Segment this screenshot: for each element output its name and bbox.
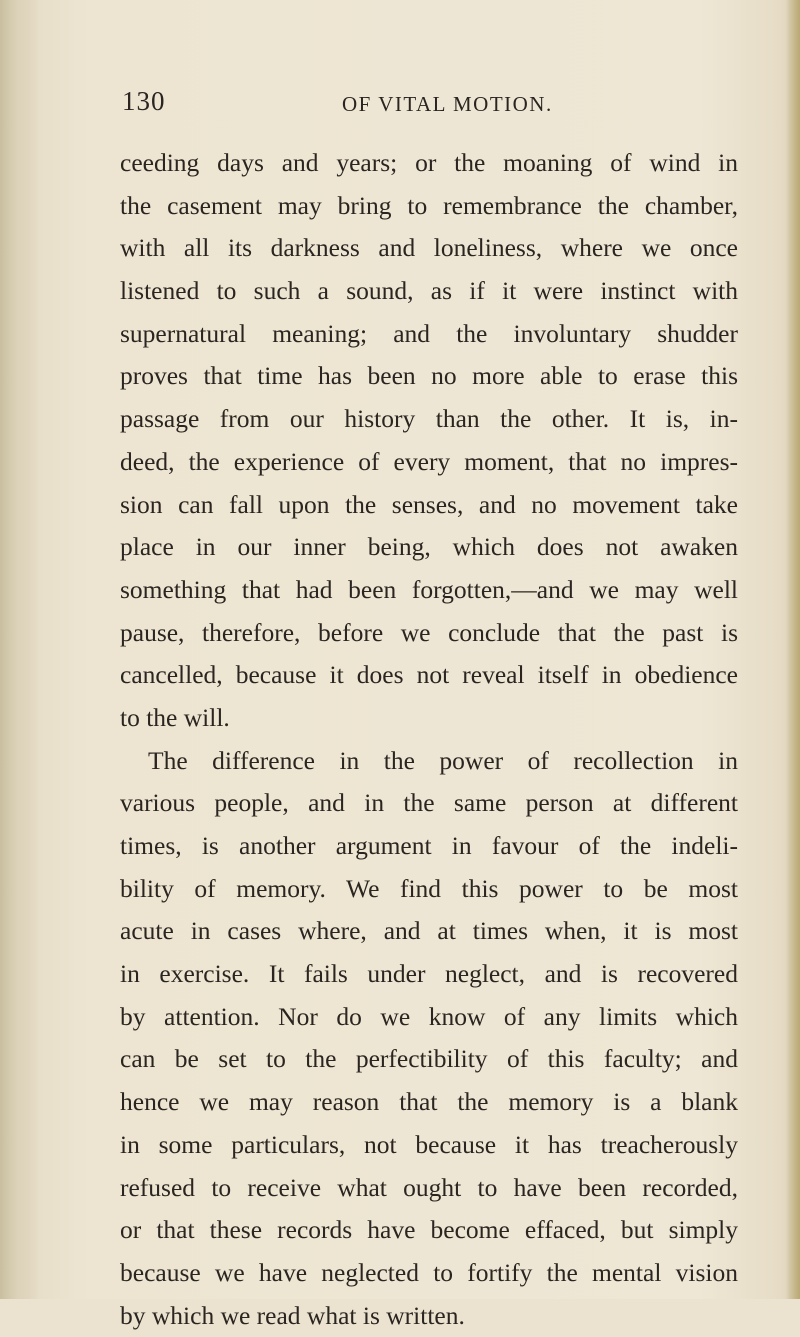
text-line: with all its darkness and loneliness, where we once xyxy=(120,233,738,263)
page-gutter-shadow xyxy=(0,0,40,1299)
text-line: acute in cases where, and at times when, it is most xyxy=(120,916,738,946)
page-number: 130 xyxy=(122,86,166,116)
text-line: in exercise. It fails under neglect, and is recovered xyxy=(120,959,738,989)
text-line: the casement may bring to remembrance the chamber, xyxy=(120,190,738,220)
text-line: times, is another argument in favour of the indeli- xyxy=(120,831,738,860)
paragraph-end-line: to the will. xyxy=(120,702,230,732)
running-head-title: OF VITAL MOTION. xyxy=(342,92,553,116)
text-line: because we have neglected to fortify the mental vision xyxy=(120,1257,738,1287)
text-line: proves that time has been no more able to erase this xyxy=(120,361,738,391)
text-line: pause, therefore, before we conclude that the past is xyxy=(120,617,738,647)
text-line: deed, the experience of every moment, that no impres- xyxy=(120,446,738,476)
text-line: or that these records have become effaced, but simply xyxy=(120,1215,738,1245)
text-line: in some particulars, not because it has treacherously xyxy=(120,1129,738,1159)
text-line: can be set to the perfectibility of this faculty; and xyxy=(120,1044,738,1074)
text-line: listened to such a sound, as if it were instinct with xyxy=(120,276,738,306)
text-line: ceeding days and years; or the moaning of wind in xyxy=(120,148,738,177)
text-line: sion can fall upon the senses, and no movement take xyxy=(120,489,738,519)
text-line: various people, and in the same person at different xyxy=(120,788,738,818)
page-edge-shadow xyxy=(786,0,800,1299)
text-line: passage from our history than the other. It is, in- xyxy=(120,404,738,434)
paragraph-start-line: The difference in the power of recollection in xyxy=(148,745,738,775)
text-line: supernatural meaning; and the involuntary shudder xyxy=(120,318,738,348)
running-head xyxy=(122,86,742,126)
text-line: by attention. Nor do we know of any limits which xyxy=(120,1001,738,1031)
text-line: place in our inner being, which does not awaken xyxy=(120,532,738,562)
text-line: refused to receive what ought to have been recorded, xyxy=(120,1172,738,1202)
text-line: cancelled, because it does not reveal itself in obedience xyxy=(120,660,738,690)
text-line: hence we may reason that the memory is a blank xyxy=(120,1087,738,1117)
text-line: bility of memory. We find this power to be most xyxy=(120,873,738,903)
paragraph-end-line: by which we read what is written. xyxy=(120,1300,465,1330)
text-line: something that had been forgotten,—and we may well xyxy=(120,574,738,604)
body-text xyxy=(120,142,738,1337)
